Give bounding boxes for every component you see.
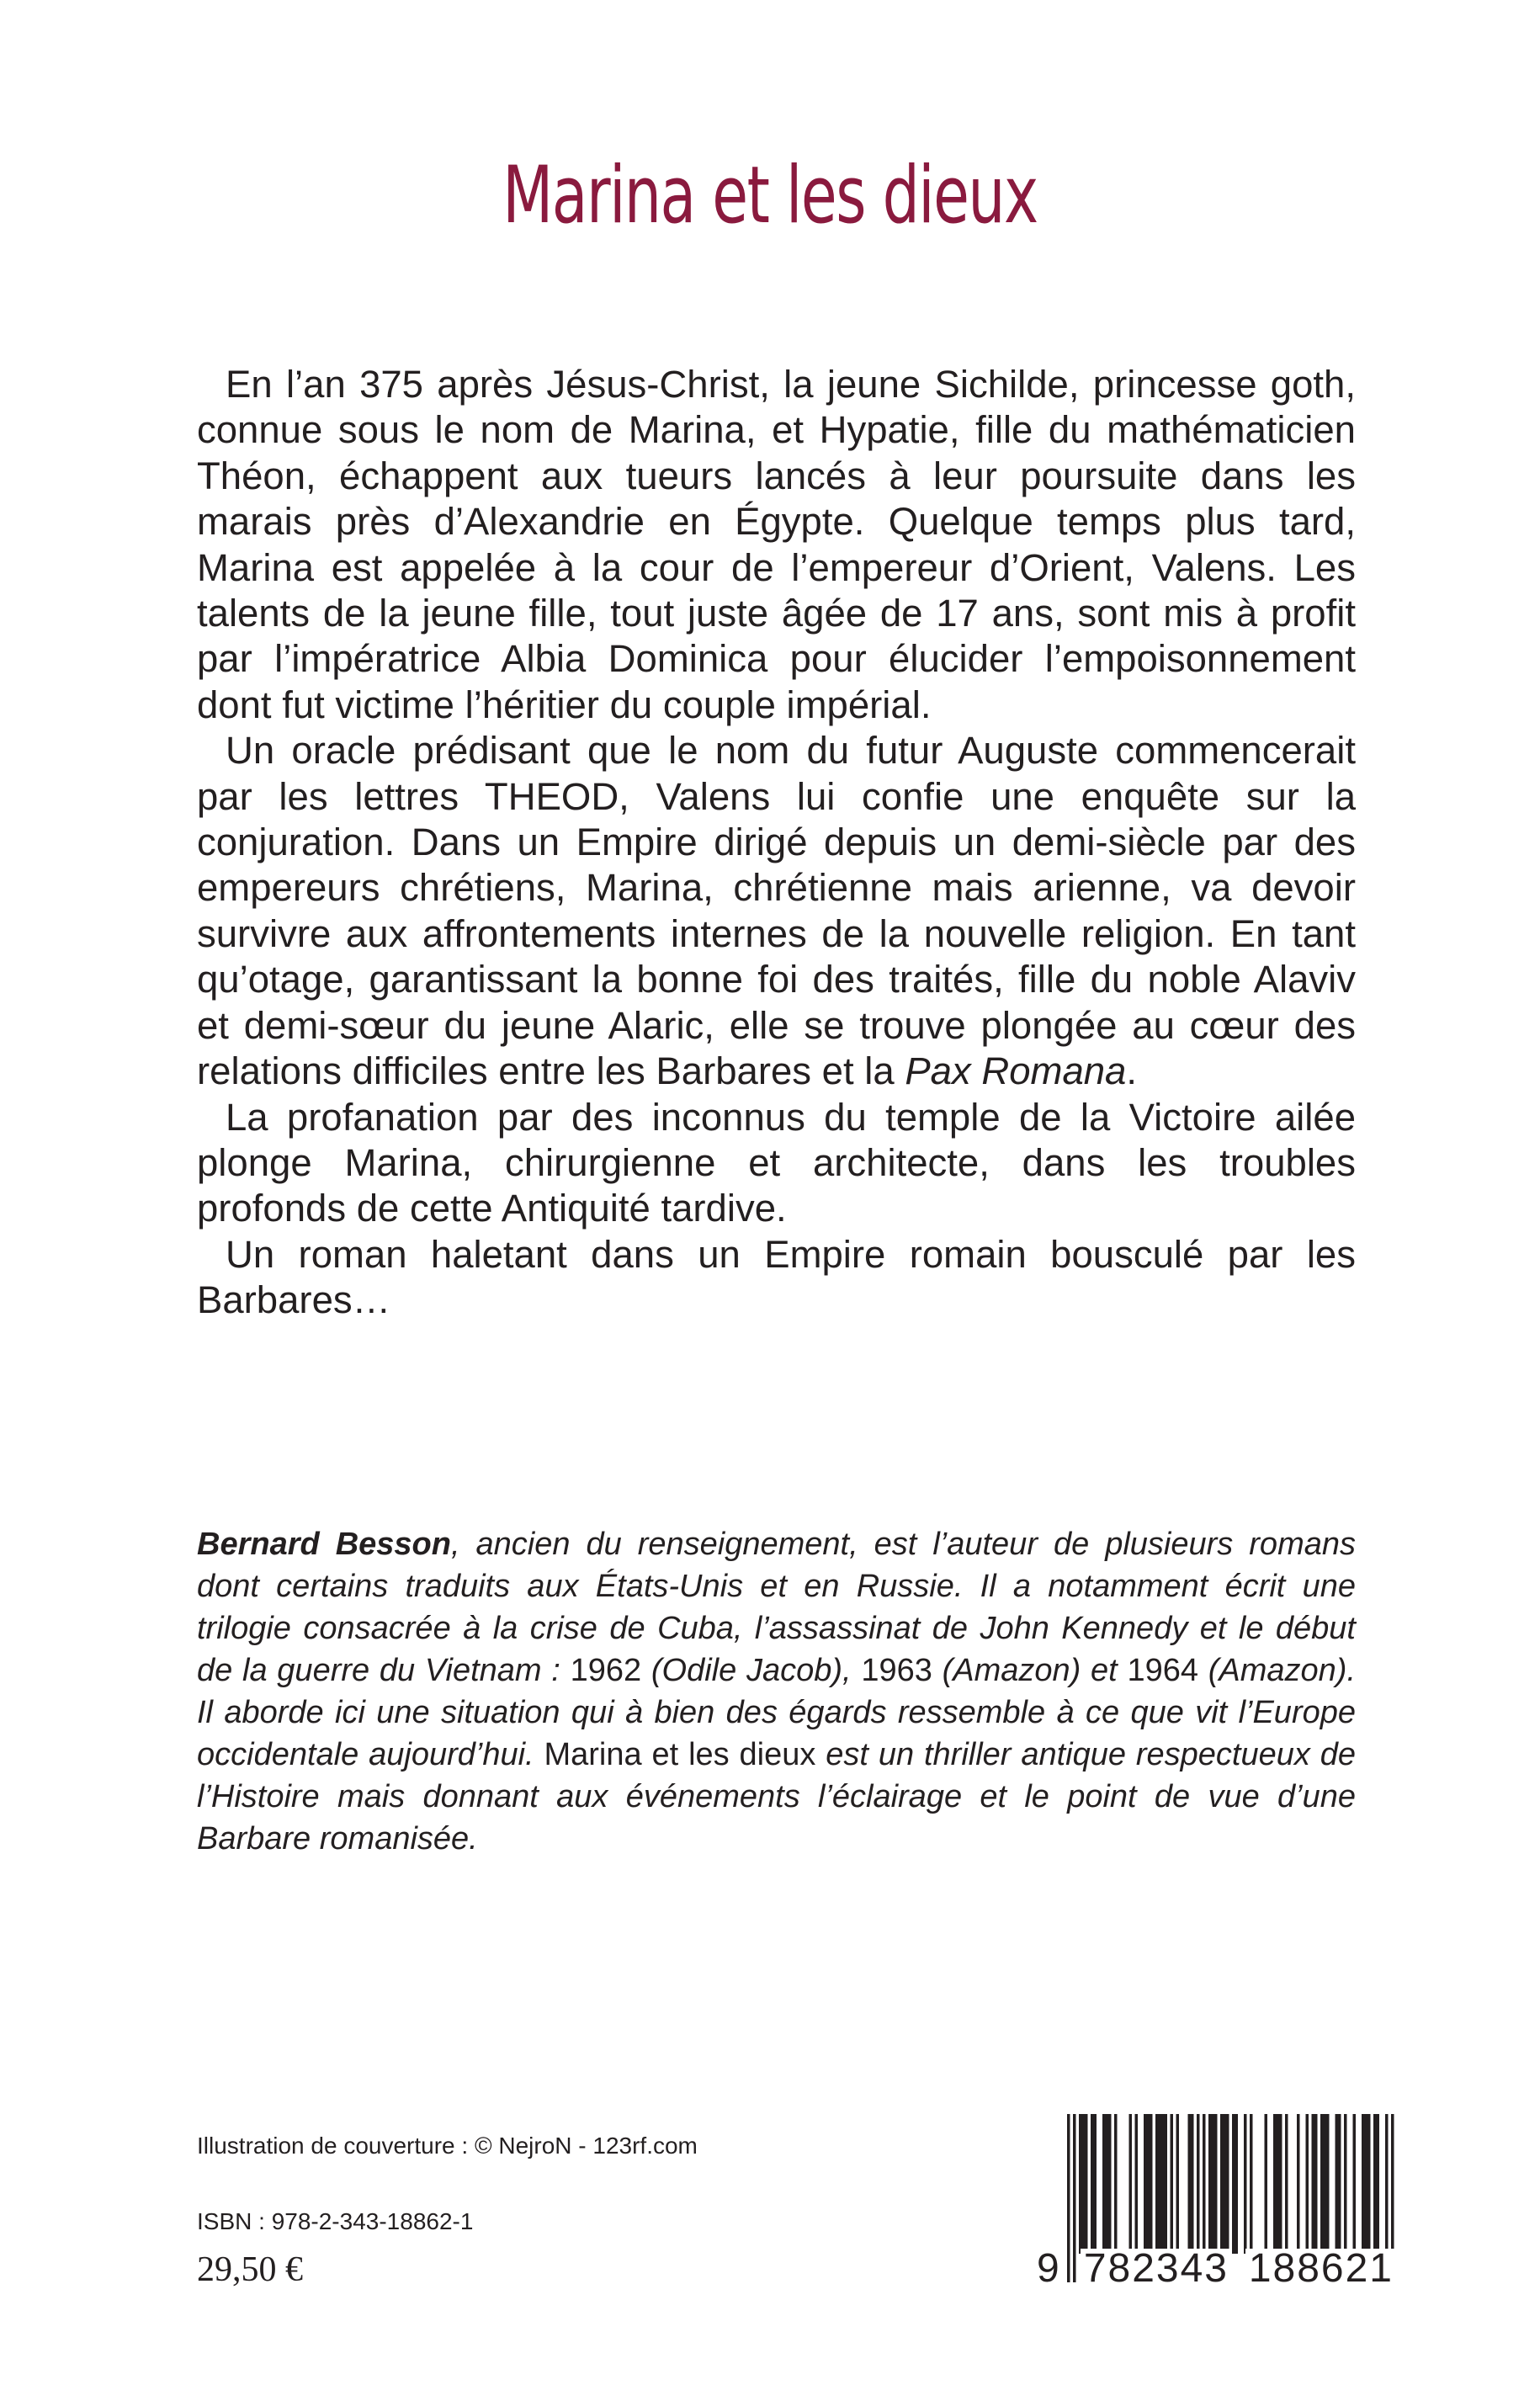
barcode-digits <box>1037 2246 1397 2291</box>
barcode-bar <box>1159 2114 1162 2254</box>
barcode-bar <box>1188 2114 1192 2254</box>
barcode-bar <box>1250 2114 1253 2254</box>
barcode-bar <box>1108 2114 1112 2254</box>
synopsis-paragraph-1: En l’an 375 après Jésus-Christ, la jeune Sichilde, princesse goth, connue sous le nom de Marina, et Hypatie, fille du mathématicien Théon, échappent aux tueurs lancés à leur poursuite dans les marais près d’Alexandrie en Égypte. Quelque temps plus tard, Marina est appelée à la cour de l’empereur d’Orient, Valens. Les talents de la jeune fille, tout juste âgée de 17 ans, sont mis à profit par l’impératrice Albia Dominica pour élucider l’empoisonnement dont fut victime l’héritier du couple impérial. <box>197 363 1356 726</box>
barcode-bar <box>1094 2114 1097 2254</box>
bio-text-5: est un thriller antique respectueux de l’Histoire mais donnant aux événements l’éclairage et le point de vue d’une Barbare romanisée. <box>197 1737 1357 1856</box>
barcode-bar <box>1377 2114 1380 2254</box>
synopsis-paragraph-2-end: . <box>1126 1049 1138 1093</box>
barcode-bar <box>1353 2114 1357 2254</box>
barcode-bar <box>1150 2114 1153 2254</box>
barcode-bar <box>1161 2114 1165 2254</box>
barcode-bar <box>1312 2114 1315 2254</box>
barcode-digit-group-1: 782343 <box>1081 2249 1232 2289</box>
bio-text-2: (Odile Jacob), <box>641 1653 862 1688</box>
barcode-bar <box>1135 2114 1139 2254</box>
author-bio <box>197 1523 1356 1860</box>
barcode-bar <box>1265 2114 1268 2254</box>
barcode-bar <box>1155 2114 1159 2254</box>
synopsis-paragraph-2 <box>197 728 1356 1094</box>
barcode-bar <box>1214 2114 1218 2254</box>
barcode-lead-digit: 9 <box>1037 2246 1059 2291</box>
barcode-bar <box>1279 2114 1282 2254</box>
synopsis-paragraph-4: Un roman haletant dans un Empire romain bousculé par les Barbares… <box>197 1232 1356 1322</box>
bio-year-1964: 1964 <box>1127 1653 1199 1688</box>
book-title: Marina et les dieux <box>502 150 1038 242</box>
barcode-bar <box>1235 2114 1239 2254</box>
isbn-text: ISBN : 978-2-343-18862-1 <box>197 2208 474 2234</box>
barcode-bar <box>1277 2114 1280 2254</box>
bio-text-3: (Amazon) et <box>932 1653 1128 1688</box>
barcode-bar <box>1367 2114 1371 2254</box>
barcode-bar <box>1191 2114 1194 2254</box>
author-name: Bernard Besson <box>197 1527 451 1562</box>
barcode-bar <box>1129 2114 1133 2254</box>
barcode-bar <box>1306 2114 1309 2254</box>
barcode-bar <box>1320 2114 1324 2254</box>
barcode-bar <box>1297 2114 1300 2254</box>
barcode-bar <box>1336 2114 1339 2254</box>
barcode-bar <box>1082 2114 1086 2254</box>
bio-year-1962: 1962 <box>570 1653 642 1688</box>
barcode-bar <box>1197 2114 1200 2254</box>
barcode-bar <box>1365 2114 1368 2254</box>
barcode-bar <box>1232 2114 1235 2254</box>
barcode-bar <box>1220 2114 1224 2254</box>
barcode-bar <box>1147 2114 1150 2254</box>
barcode-bar <box>1171 2114 1174 2254</box>
barcode-bar <box>1244 2114 1247 2254</box>
barcode-bar <box>1224 2114 1227 2254</box>
barcode-bar <box>1114 2114 1118 2254</box>
barcode-bar <box>1144 2114 1147 2254</box>
barcode-bar <box>1079 2114 1082 2254</box>
barcode-bar <box>1226 2114 1229 2254</box>
barcode-bar <box>1324 2114 1327 2254</box>
barcode-bar <box>1391 2114 1394 2254</box>
barcode-bar <box>1373 2114 1377 2254</box>
cover-illustration-credit: Illustration de couverture : © NejroN - 123rf.com <box>197 2133 698 2159</box>
synopsis <box>197 362 1356 1324</box>
bio-book-title: Marina et les dieux <box>544 1737 816 1772</box>
price: 29,50 € <box>197 2250 303 2289</box>
bio-text-4: (Amazon). Il aborde ici une situation qui à bien des égards ressemble à ce que vit l’Europe occidentale aujourd’hui. <box>197 1653 1357 1772</box>
barcode-bar <box>1385 2114 1389 2254</box>
bio-year-1963: 1963 <box>861 1653 932 1688</box>
synopsis-paragraph-3: La profanation par des inconnus du temple de la Victoire ailée plonge Marina, chirurgienne et architecte, dans les troubles profonds de cette Antiquité tardive. <box>197 1095 1356 1230</box>
barcode-bar <box>1212 2114 1215 2254</box>
synopsis-paragraph-2-text: Un oracle prédisant que le nom du futur Auguste commencerait par les lettres THEOD, Valens lui confie une enquête sur la conjuration. Dans un Empire dirigé depuis un demi-siècle par des empereurs chrétiens, Marina, chrétienne mais arienne, va devoir survivre aux affrontements internes de la nouvelle religion. En tant qu’otage, garantissant la bonne foi des traités, fille du noble Alaviv et demi-sœur du jeune Alaric, elle se trouve plongée au cœur des relations difficiles entre les Barbares et la <box>197 729 1356 1093</box>
barcode-bar <box>1176 2114 1180 2254</box>
barcode-bar <box>1091 2114 1094 2254</box>
pax-romana-italic: Pax Romana <box>905 1049 1127 1093</box>
barcode-bar <box>1085 2114 1088 2254</box>
barcode-bar <box>1314 2114 1318 2254</box>
barcode-bar <box>1273 2114 1277 2254</box>
barcode-bar <box>1285 2114 1288 2254</box>
bio-text-1: , ancien du renseignement, est l’auteur de plusieurs romans dont certains traduits aux États-Unis et en Russie. Il a notamment écrit une trilogie consacrée à la crise de Cuba, l’assassinat de John Kennedy et le début de la guerre du Vietnam : <box>197 1527 1356 1688</box>
barcode-bar <box>1165 2114 1168 2254</box>
barcode-bar <box>1106 2114 1109 2254</box>
barcode-digit-group-2: 188621 <box>1245 2249 1397 2289</box>
barcode-bar <box>1362 2114 1365 2254</box>
barcode-bar <box>1102 2114 1106 2254</box>
isbn-barcode <box>1037 2114 1397 2292</box>
barcode-bar <box>1326 2114 1330 2254</box>
